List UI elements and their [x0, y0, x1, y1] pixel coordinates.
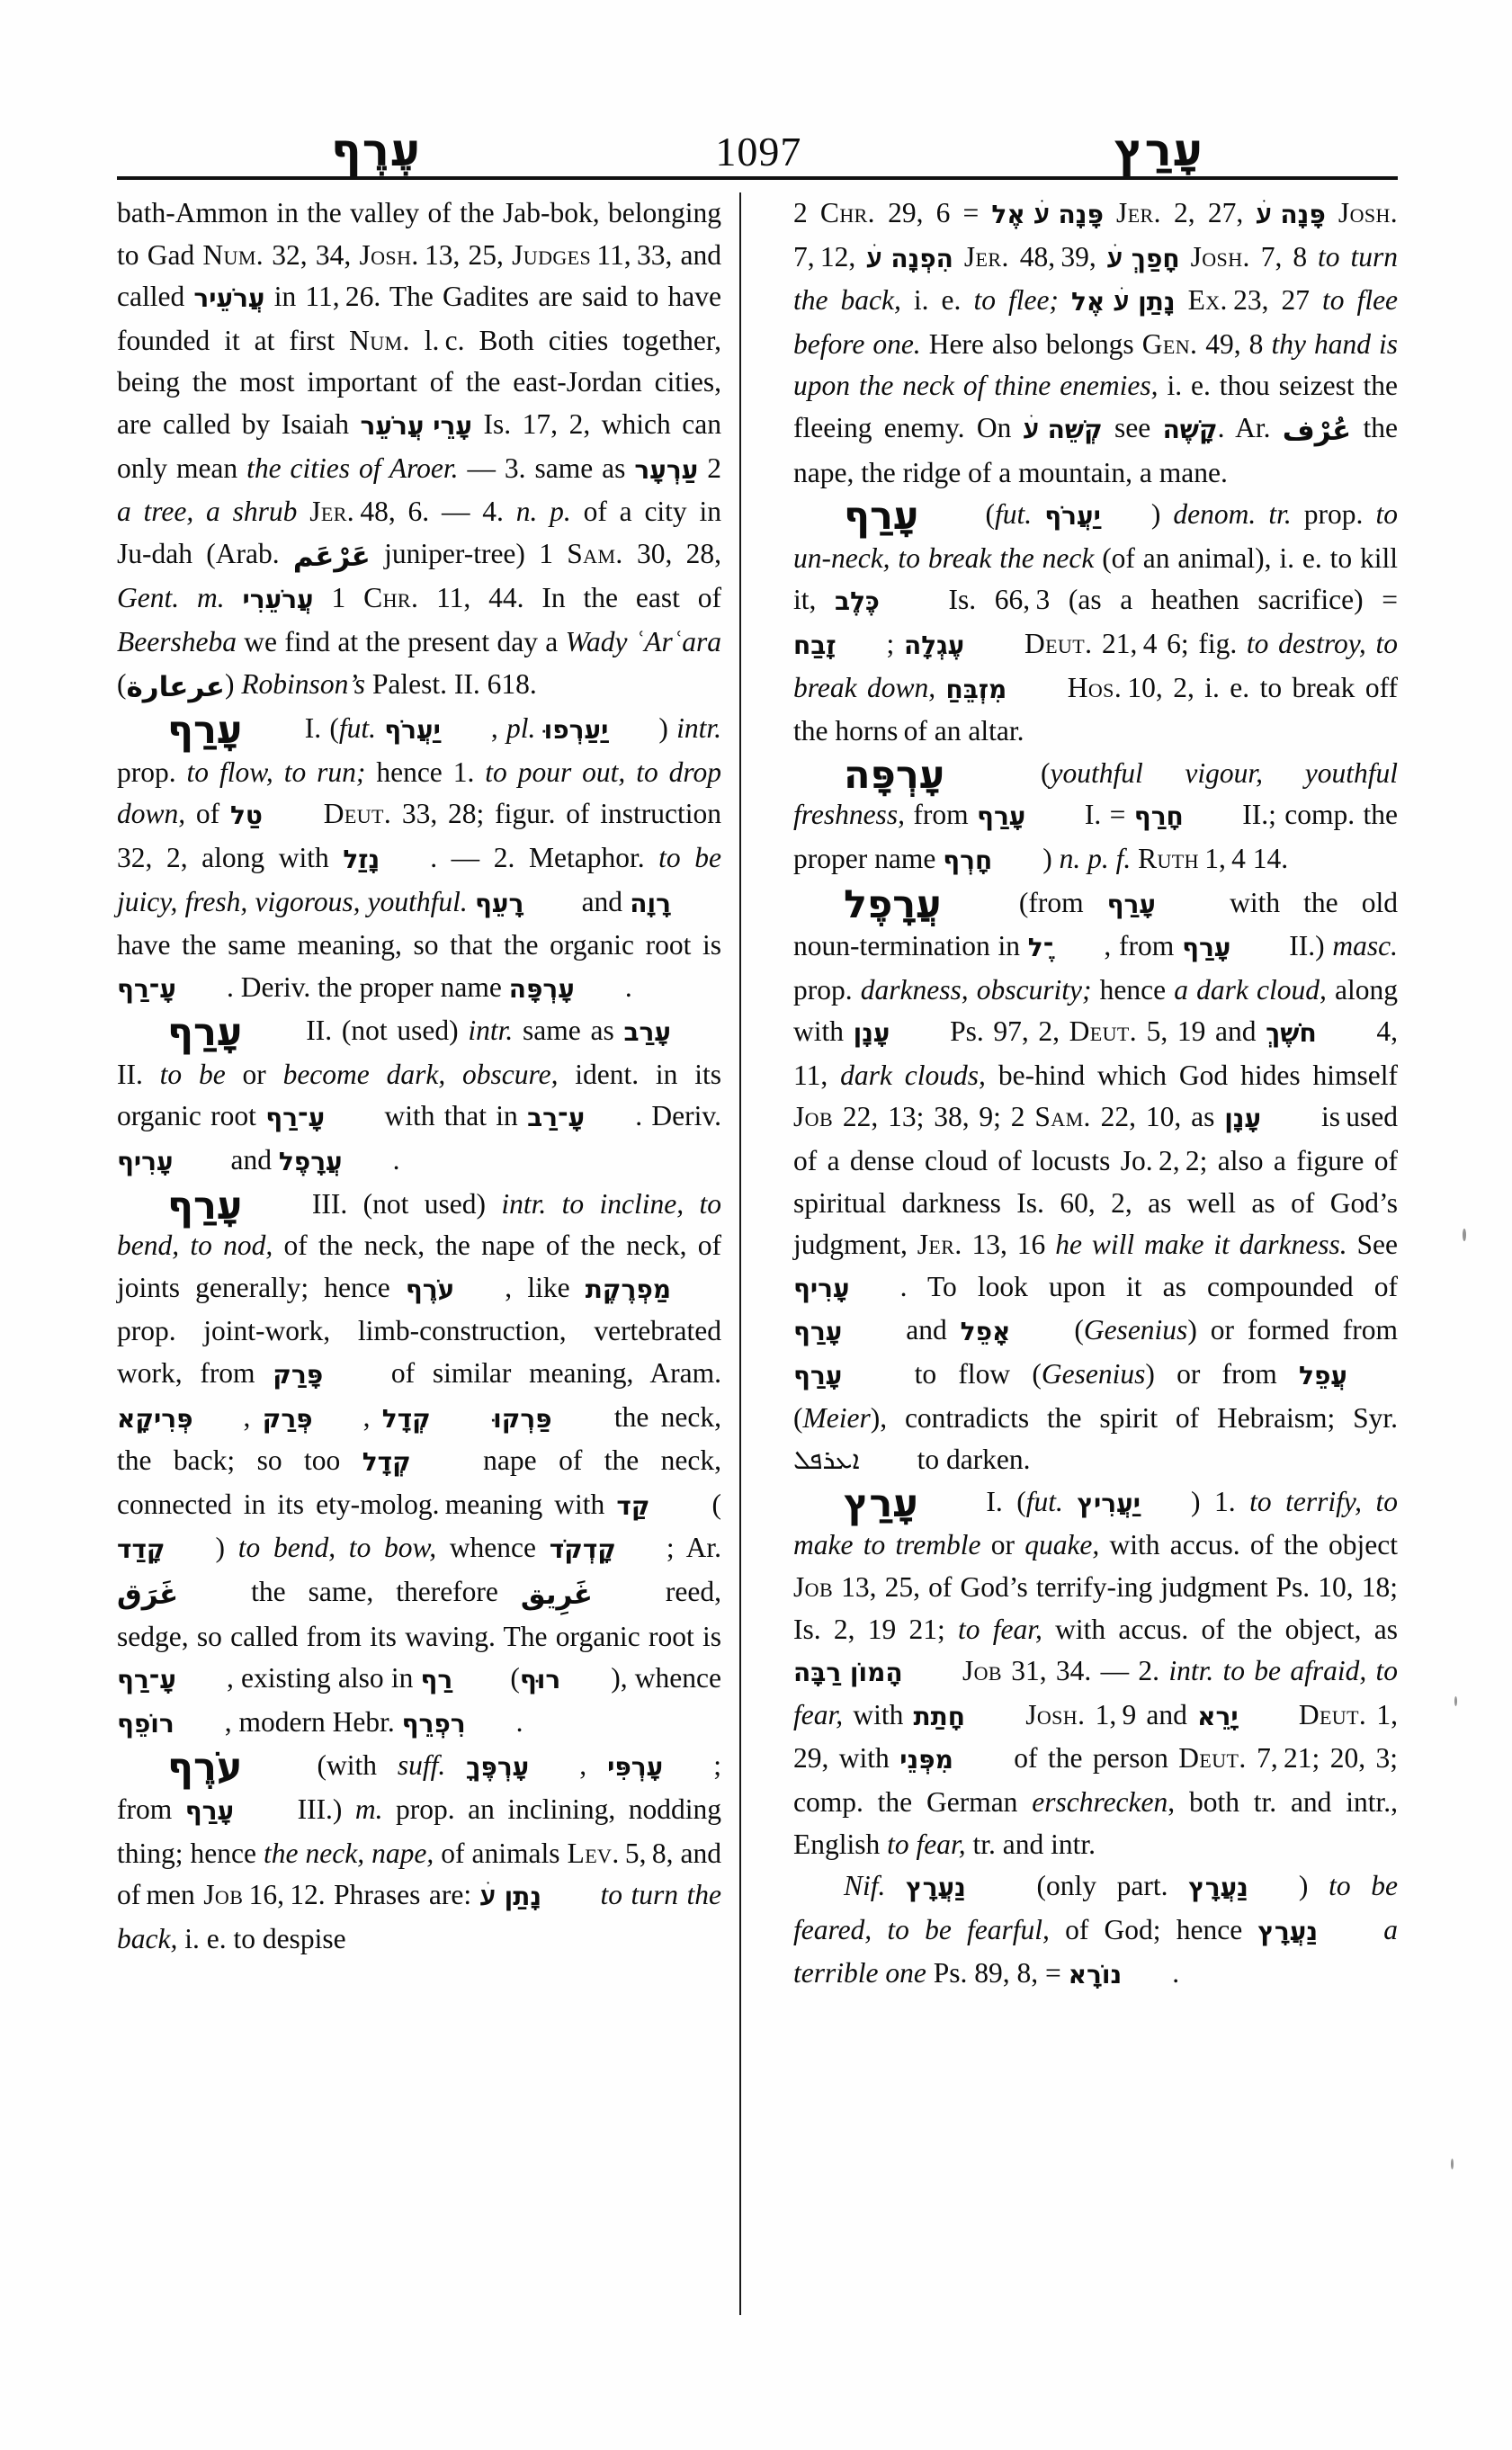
paragraph: 2 Chr. 29, 6 = פָּנָה עׄ אֶל Jer. 2, 27, פָּנָה עׄ Josh. 7, 12, הִפְנָה עׄ Jer. 48, 39, חָפַךְ עׄ Josh. 7, 8 to turn the back, i. e. to flee; נָתַן עׄ אֶל Ex. 23, 27 to flee before one. Here also belongs Gen. 49, 8 thy hand is upon the neck of thine enemies, i. e. thou seizest the fleeing enemy. On קְשֵׁה עׄ see קָשֶׁה. Ar. عُرْف the nape, the ridge of a mountain, a mane. [793, 197, 1399, 488]
paragraph: עָרַף III. (not used) intr. to incline, to bend, to nod, of the neck, the nape of the neck, of joints generally; hence עֹרֶף , like מַפְרֶקֶת prop. joint-work, limb‑construction, vertebrated work, from פָּרַק of similar meaning, Aram. פְּרִיקָא , פְּרַק , קְדָל פַּרְקוּ the neck, the back; so too קְדָל nape of the neck, connected in its ety‑molog. meaning with קַד (קָדַד ) to bend, to bow, whence קָדְקֹד ; Ar. غَرَق the same, therefore غَرِيق reed, sedge, so called from its waving. The organic root is עָ־רַף , existing also in רַף (רוּף ), whence רוֹפֵף , modern Hebr. רִפְרֵף . [117, 1183, 722, 1739]
running-head-left-hebrew: עֶרֶף [331, 124, 422, 176]
headword-araph-1: עָרַף [167, 708, 243, 754]
paragraph: עָרַף II. (not used) intr. same as עָרַב II. to be or become dark, obscure, ident. in its organic root עָ־רַף with that in עָ־רַב . Deriv. עָרִיף and עֲרָפֶל . [117, 1010, 722, 1177]
headword-oreph: עֹרֶף [167, 1745, 243, 1791]
scan-speck [1451, 2159, 1454, 2169]
column-left [117, 192, 721, 2333]
page-number: 1097 [715, 129, 802, 174]
paragraph: bath-Ammon in the valley of the Jab‑bok, belonging to Gad Num. 32, 34, Josh. 13, 25, Judges 11, 33, and called עֲרֹעֵיר in 11, 26. The Gadites are said to have founded it at first Num. l. c. Both cities together, being the most important of the east-Jordan cities, are called by Isaiah עָרֵי עֲרֹעֵר Is. 17, 2, which can only mean the cities of Aroer. — 3. same as עַרְעָר 2 a tree, a shrub Jer. 48, 6. — 4. n. p. of a city in Ju‑dah (Arab. عَرْعَم juniper-tree) 1 Sam. 30, 28, Gent. m. עֲרֹעֵרִי 1 Chr. 11, 44. In the east of Beersheba we find at the present day a Wady ʿArʿara (عرعارة) Robinson’s Palest. II. 618. [117, 197, 722, 703]
headword-araph-denom: עָרַף [844, 494, 919, 540]
header-rule [117, 176, 1398, 180]
paragraph: עָרַץ I. (fut. יַעֲרִיץ ) 1. to terrify, to make to tremble or quake, with accus. of the object Job 13, 25, of God’s terrify‑ing judgment Ps. 10, 18; Is. 2, 19 21; to fear, with accus. of the object, as הָמוֹן רַבָּה Job 31, 34. — 2. intr. to be afraid, to fear, with חָתַת Josh. 1, 9 and יָרֵא Deut. 1, 29, with מִפְּנֵי of the person Deut. 7, 21; 20, 3; comp. the German erschrecken, both tr. and intr., English to fear, tr. and intr. [793, 1480, 1399, 1860]
paragraph: עֲרָפֶל (from עָרַף with the old noun‑termination in ־ֶל , from עָרַף II.) masc. prop. darkness, obscurity; hence a dark cloud, along with עָנָן Ps. 97, 2, Deut. 5, 19 and חֹשֶׁךְ 4, 11, dark clouds, be‑hind which God hides himself Job 22, 13; 38, 9; 2 Sam. 22, 10, as עָנָן is used of a dense cloud of locusts Jo. 2, 2; also a figure of spiritual darkness Is. 60, 2, as well as of God’s judgment, Jer. 13, 16 he will make it darkness. See עָרִיף . To look upon it as compounded of עָרַף and אָפֵל (Gesenius) or formed from עָרַף to flow (Gesenius) or from עֲפֵל (Meier), contradicts the spirit of Hebraism; Syr. ܐܥܪܦܠ to darken. [793, 881, 1399, 1476]
paragraph: עֹרֶף (with suff. עָרְפֶּךָ , עָרְפִּי ; from עָרַף III.) m. prop. an inclining, nodding thing; hence the neck, nape, of animals Lev. 5, 8, and of men Job 16, 12. Phrases are: נָתַן עׄ to turn the back, i. e. to despise [117, 1745, 722, 1954]
body-columns [117, 192, 1398, 2333]
scan-speck [1454, 1696, 1457, 1706]
paragraph: עָרַף I. (fut. יַעֲרֹף , pl. יַעַרְפוּ ) intr. prop. to flow, to run; hence 1. to pour out, to drop down, of טַל Deut. 33, 28; figur. of instruction 32, 2, along with נָזַל . — 2. Metaphor. to be juicy, fresh, vigorous, youthful. רָעֵף and רָוָה have the same meaning, so that the organic root is עָ־רַף . Deriv. the proper name עָרְפָּה . [117, 708, 722, 1004]
paragraph: עָרַף (fut. יַעֲרֹף ) denom. tr. prop. to un‑neck, to break the neck (of an animal), i. e. to kill it, כֶּלֶב Is. 66, 3 (as a heathen sacrifice) = זָבַח ; עֶגְלָה Deut. 21, 4 6; fig. to destroy, to break down, מִזְבֵּחַ Hos. 10, 2, i. e. to break off the horns of an altar. [793, 494, 1399, 747]
running-head [115, 97, 1392, 176]
running-head-right-hebrew: עָרַץ [1114, 124, 1203, 176]
column-right [770, 192, 1398, 2333]
headword-orpah: עָרְפָּה [844, 752, 945, 798]
headword-araphel: עֲרָפֶל [844, 881, 942, 927]
headword-arats: עָרַץ [844, 1480, 918, 1526]
headword-araph-3: עָרַף [167, 1183, 243, 1229]
paragraph: עָרְפָּה (youthful vigour, youthful freshness, from עָרַף I. = חָרַף II.; comp. the proper name חָרְף ) n. p. f. Ruth 1, 4 14. [793, 752, 1398, 875]
headword-araph-2: עָרַף [167, 1010, 243, 1056]
scan-speck [1463, 1229, 1466, 1241]
paragraph: Nif. נַעֲרָץ (only part. נַעֲרָץ ) to be feared, to be fearful, of God; hence נַעֲרָץ a terrible one Ps. 89, 8, = נוֹרָא . [793, 1870, 1399, 1990]
